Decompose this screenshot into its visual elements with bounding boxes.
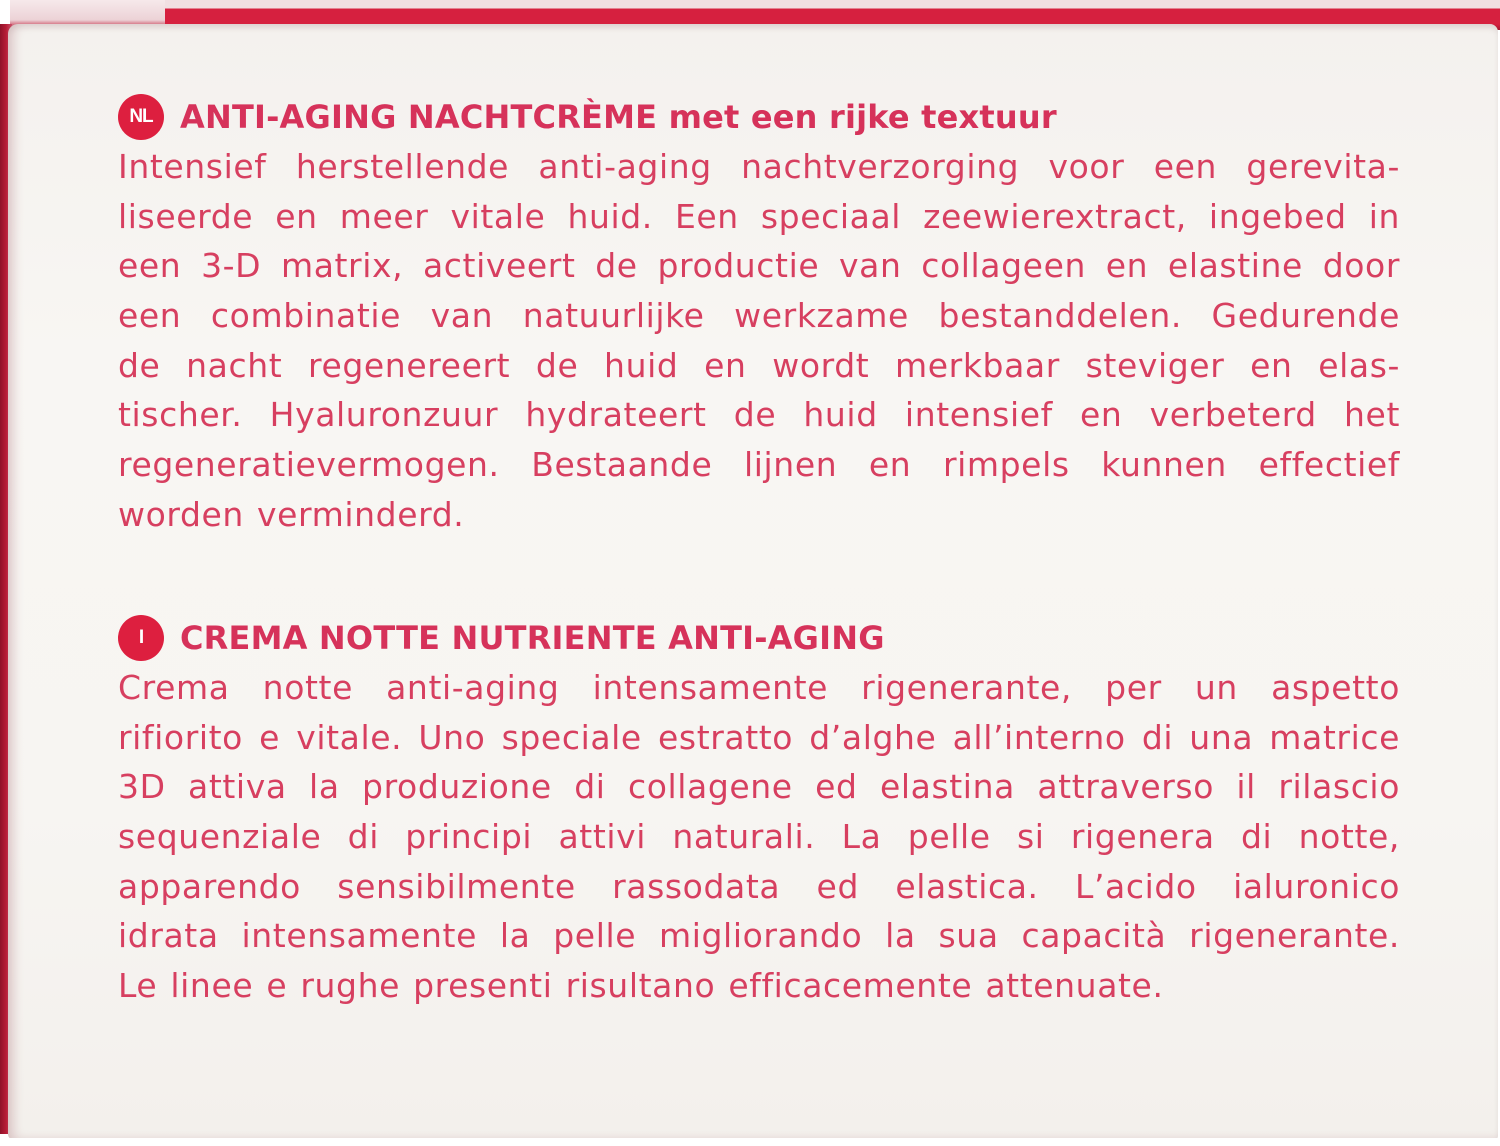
- italian-line: 3D attiva la produzione di collagene ed elastina attraverso il rilascio: [118, 767, 1400, 807]
- dutch-line: liseerde en meer vitale huid. Een speciaal zeewierextract, ingebed in: [118, 196, 1400, 236]
- dutch-line: tischer. Hyaluronzuur hydrateert de huid intensief en verbeterd het: [118, 395, 1400, 435]
- italian-line: Le linee e rughe presenti risultano efficacemente attenuate.: [118, 966, 1164, 1006]
- italian-line: apparendo sensibilmente rassodata ed elastica. L’acido ialuronico: [118, 866, 1400, 906]
- italian-line: Crema notte anti-aging intensamente rigenerante, per un aspetto: [118, 668, 1400, 707]
- italian-section: [118, 615, 1418, 1011]
- dutch-product-title: ANTI-AGING NACHTCRÈME: [180, 98, 658, 136]
- italian-description: [118, 663, 1418, 1011]
- italian-heading-text: CREMA NOTTE NUTRIENTE ANTI-AGING: [180, 619, 885, 657]
- dutch-heading-text: [180, 98, 1057, 136]
- italian-line: rifiorito e vitale. Uno speciale estratto d’alghe all’interno di una matrice: [118, 717, 1400, 757]
- dutch-product-subtitle: met een rijke textuur: [668, 98, 1057, 136]
- italian-heading: [118, 615, 1418, 661]
- dutch-line: een 3-D matrix, activeert de productie van collageen en elastine door: [118, 246, 1400, 286]
- dutch-heading: [118, 94, 1418, 140]
- it-language-badge: I: [118, 615, 164, 661]
- bottom-margin: [0, 1138, 1500, 1146]
- dutch-section: [118, 94, 1418, 540]
- dutch-description: [118, 142, 1418, 540]
- dutch-line: regeneratievermogen. Bestaande lijnen en rimpels kunnen effectief: [118, 445, 1400, 485]
- italian-line: idrata intensamente la pelle migliorando la sua capacità rigenerante.: [118, 916, 1400, 956]
- dutch-line: worden verminderd.: [118, 494, 465, 534]
- nl-language-badge: NL: [118, 94, 164, 140]
- dutch-line: een combinatie van natuurlijke werkzame bestanddelen. Gedurende: [118, 296, 1400, 336]
- dutch-line: de nacht regenereert de huid en wordt merkbaar steviger en elas-: [118, 345, 1400, 385]
- italian-line: sequenziale di principi attivi naturali. La pelle si rigenera di notte,: [118, 817, 1400, 857]
- dutch-line: Intensief herstellende anti-aging nachtverzorging voor een gerevita-: [118, 147, 1400, 186]
